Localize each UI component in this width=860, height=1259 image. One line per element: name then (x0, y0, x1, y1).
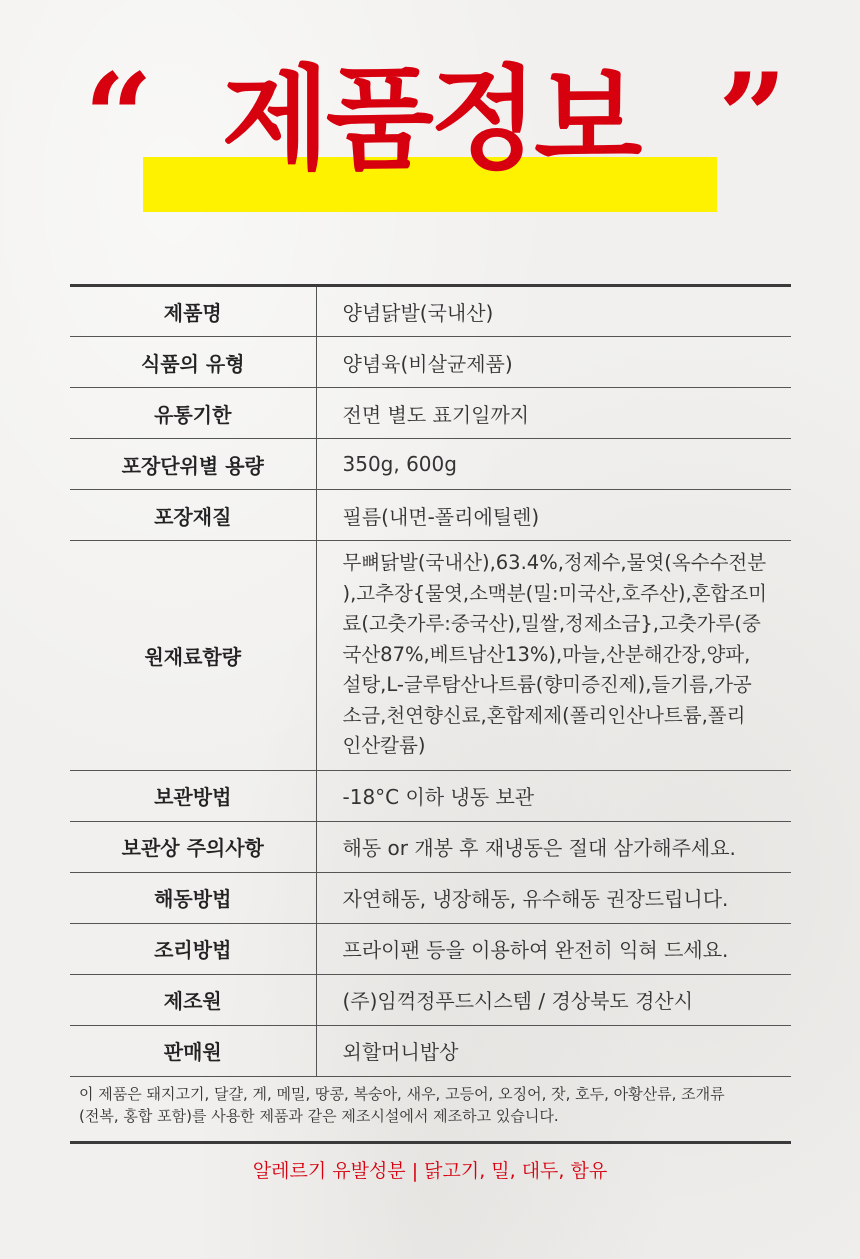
row-value: 전면 별도 표기일까지 (316, 388, 791, 439)
table-row (70, 337, 791, 388)
table-row (70, 490, 791, 541)
product-info-table (70, 284, 791, 1077)
row-value: (주)임꺽정푸드시스템 / 경상북도 경산시 (316, 974, 791, 1025)
row-label: 제조원 (70, 974, 316, 1025)
ingredients-line: 인산칼륨) (342, 734, 426, 757)
ingredients-line: 소금,천연향신료,혼합제제(폴리인산나트륨,폴리 (342, 703, 746, 727)
row-value: 양념육(비살균제품) (316, 337, 791, 388)
row-label: 원재료함량 (70, 541, 316, 771)
table-row (70, 821, 791, 872)
title-section (0, 0, 860, 230)
row-label: 식품의 유형 (70, 337, 316, 388)
row-value: 350g, 600g (316, 439, 791, 490)
ingredients-line: 무뼈닭발(국내산),63.4%,정제수,물엿(옥수수전분 (342, 551, 767, 574)
row-label: 조리방법 (70, 923, 316, 974)
notice-line: 이 제품은 돼지고기, 달걀, 게, 메밀, 땅콩, 복숭아, 새우, 고등어, 오징어, 잣, 호두, 아황산류, 조개류 (79, 1085, 725, 1103)
ingredients-line: ),고추장{물엿,소맥분(밀:미국산,호주산),혼합조미 (342, 581, 767, 605)
allergy-info: 알레르기 유발성분 | 닭고기, 밀, 대두, 함유 (252, 1160, 608, 1182)
table-row (70, 388, 791, 439)
row-value: 프라이팬 등을 이용하여 완전히 익혀 드세요. (316, 923, 791, 974)
row-label: 제품명 (70, 286, 316, 337)
row-label: 유통기한 (70, 388, 316, 439)
table-row (70, 770, 791, 821)
row-value: 해동 or 개봉 후 재냉동은 절대 삼가해주세요. (316, 821, 791, 872)
row-value: 양념닭발(국내산) (316, 286, 791, 337)
row-value: 자연해동, 냉장해동, 유수해동 권장드립니다. (316, 872, 791, 923)
table-row-ingredients (70, 541, 791, 771)
ingredients-line: 료(고춧가루:중국산),밀쌀,정제소금},고춧가루(중 (342, 612, 761, 635)
table-row (70, 923, 791, 974)
ingredients-line: 설탕,L-글루탐산나트륨(향미증진제),들기름,가공 (342, 673, 752, 696)
row-label: 보관방법 (70, 770, 316, 821)
open-quote-mark: “ (84, 47, 154, 188)
allergen-facility-notice (70, 1072, 791, 1144)
table-row (70, 1025, 791, 1076)
table-row (70, 286, 791, 337)
ingredients-value (316, 541, 791, 771)
row-label: 포장단위별 용량 (70, 439, 316, 490)
row-label: 판매원 (70, 1025, 316, 1076)
row-value: -18°C 이하 냉동 보관 (316, 770, 791, 821)
notice-line: (전복, 홍합 포함)를 사용한 제품과 같은 제조시설에서 제조하고 있습니다. (79, 1107, 559, 1125)
table-row (70, 439, 791, 490)
row-value: 필름(내면-폴리에틸렌) (316, 490, 791, 541)
row-label: 보관상 주의사항 (70, 821, 316, 872)
close-quote-mark: ” (718, 47, 788, 188)
row-value: 외할머니밥상 (316, 1025, 791, 1076)
row-label: 해동방법 (70, 872, 316, 923)
ingredients-line: 국산87%,베트남산13%),마늘,산분해간장,양파, (342, 642, 751, 666)
row-label: 포장재질 (70, 490, 316, 541)
page-title: 제품정보 (221, 55, 639, 185)
table-row (70, 872, 791, 923)
table-row (70, 974, 791, 1025)
